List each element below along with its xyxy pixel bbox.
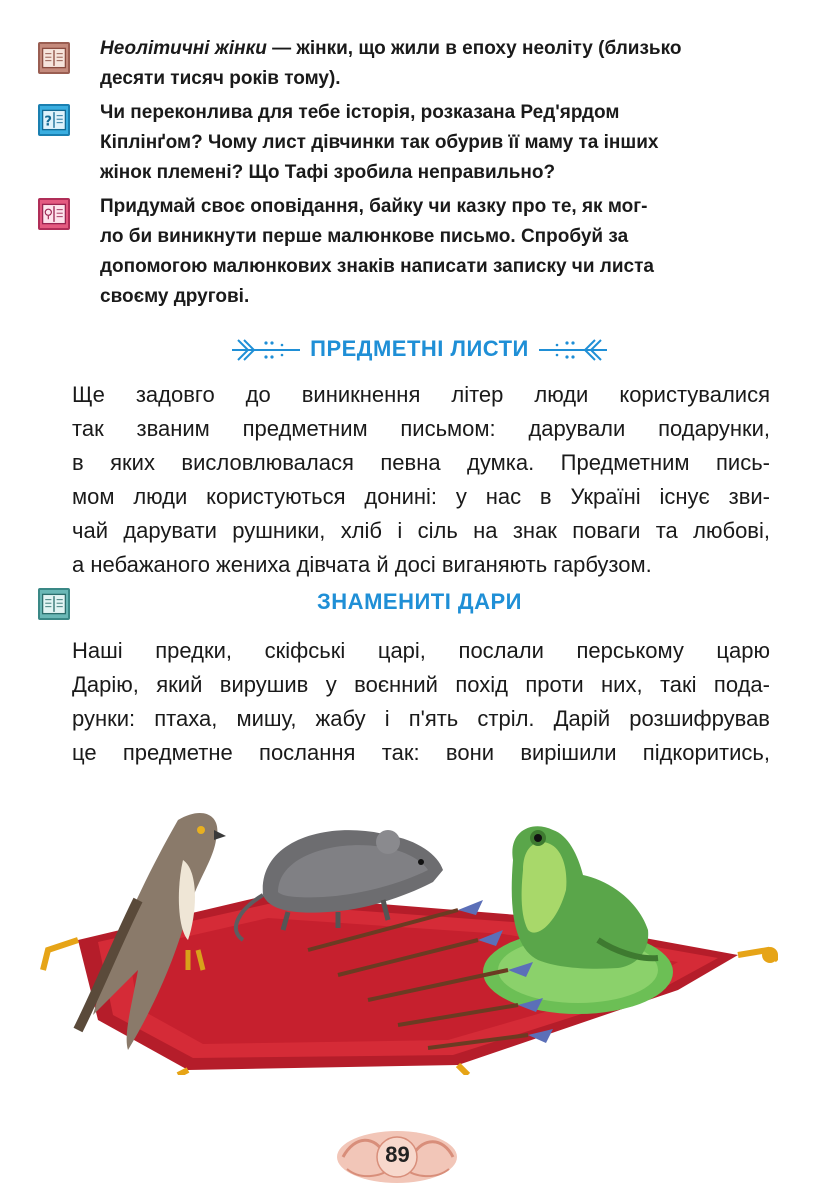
note-questions <box>100 98 768 188</box>
text-line: в яких висловлювалася певна думка. Предметним пись- <box>72 450 770 475</box>
note-line <box>100 282 768 312</box>
note-text: — жінки, що жили в епоху неоліту (близько <box>266 38 682 59</box>
text-line: мом люди користуються донині: у нас в Україні існує зви- <box>72 484 770 509</box>
note-line <box>100 64 768 94</box>
note-line <box>100 158 768 188</box>
note-text: Кіплінґом? Чому лист дівчинки так обурив її маму та інших <box>100 132 659 153</box>
note-line <box>100 128 768 158</box>
section-title-text: ЗНАМЕНИТІ ДАРИ <box>317 589 522 614</box>
note-text: своєму другові. <box>100 286 250 307</box>
note-line <box>100 252 768 282</box>
term: Неолітичні жінки <box>100 38 267 59</box>
frog <box>512 826 658 968</box>
question-book-icon <box>38 104 70 136</box>
book-icon <box>38 42 70 74</box>
note-text: десяти тисяч років тому). <box>100 68 341 89</box>
note-text: Чи переконлива для тебе історія, розказана Ред'ярдом <box>100 102 620 123</box>
ornament-right-icon <box>535 336 609 364</box>
section-title-famous-gifts <box>0 586 839 618</box>
text-line: Дарію, який вирушив у воєнний похід проти них, такі пода- <box>72 672 770 697</box>
section-title-object-letters <box>0 332 839 366</box>
note-text: Придумай своє оповідання, байку чи казку про те, як мог- <box>100 196 648 217</box>
note-line <box>100 98 768 128</box>
text-line: а небажаного жениха дівчата й досі виганяють гарбузом. <box>72 552 652 577</box>
text-line: рунки: птаха, мишу, жабу і п'ять стріл. Дарій розшифрував <box>72 706 770 731</box>
text-line: Наші предки, скіфські царі, послали перському царю <box>72 638 770 663</box>
page-number-badge <box>335 1125 460 1185</box>
note-text: ло би виникнути перше малюнкове письмо. Спробуй за <box>100 226 629 247</box>
note-line <box>100 192 768 222</box>
note-neolithic-women <box>100 34 768 94</box>
page-number: 89 <box>385 1142 410 1167</box>
ornament-left-icon <box>230 336 304 364</box>
note-text: допомогою малюнкових знаків написати записку чи листа <box>100 256 654 277</box>
note-creative-task <box>100 192 768 312</box>
section-title-text: ПРЕДМЕТНІ ЛИСТИ <box>310 336 529 361</box>
text-line: так званим предметним письмом: дарували подарунки, <box>72 416 770 441</box>
paragraph-object-letters <box>72 378 770 582</box>
note-line <box>100 34 768 64</box>
creative-book-icon <box>38 198 70 230</box>
gifts-illustration <box>38 800 778 1075</box>
note-line <box>100 222 768 252</box>
text-line: чай дарувати рушники, хліб і сіль на знак поваги та любові, <box>72 518 770 543</box>
text-line: Ще задовго до виникнення літер люди користувалися <box>72 382 770 407</box>
note-text: жінок племені? Що Тафі зробила неправильно? <box>100 162 556 183</box>
paragraph-famous-gifts <box>72 634 770 770</box>
svg-text:?: ? <box>44 114 52 130</box>
text-line: це предметне послання так: вони вирішили підкоритись, <box>72 740 770 765</box>
